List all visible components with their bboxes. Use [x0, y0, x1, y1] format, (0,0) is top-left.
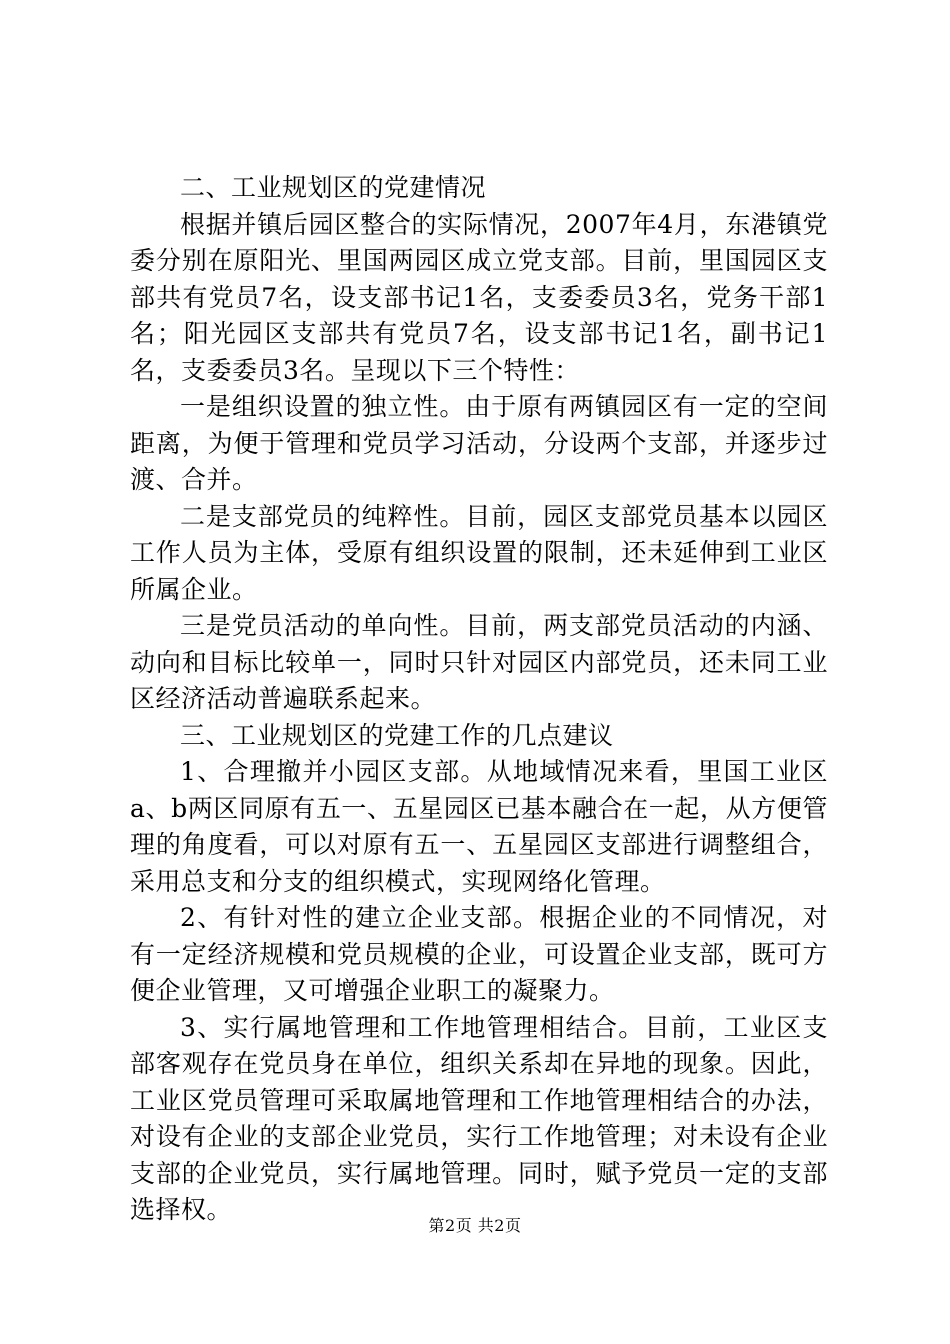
section-3-heading: 三、工业规划区的党建工作的几点建议: [180, 720, 614, 750]
document-body: [130, 170, 828, 1229]
page-number-footer: 第2页 共2页: [428, 1216, 522, 1235]
feature-3-paragraph: 三是党员活动的单向性。目前，两支部党员活动的内涵、动向和目标比较单一，同时只针对园区内部党员，还未同工业区经济活动普遍联系起来。: [130, 611, 828, 713]
feature-1-paragraph: 一是组织设置的独立性。由于原有两镇园区有一定的空间距离，为便于管理和党员学习活动，分设两个支部，并逐步过渡、合并。: [130, 392, 828, 494]
suggestion-3-paragraph: 3、实行属地管理和工作地管理相结合。目前，工业区支部客观存在党员身在单位，组织关系却在异地的现象。因此，工业区党员管理可采取属地管理和工作地管理相结合的办法，对设有企业的支部企业党员，实行工作地管理；对未设有企业支部的企业党员，实行属地管理。同时，赋予党员一定的支部选择权。: [130, 1012, 828, 1224]
suggestion-1-paragraph: 1、合理撤并小园区支部。从地域情况来看，里国工业区a、b两区同原有五一、五星园区已基本融合在一起，从方便管理的角度看，可以对原有五一、五星园区支部进行调整组合，采用总支和分支的组织模式，实现网络化管理。: [130, 757, 828, 896]
suggestion-2-paragraph: 2、有针对性的建立企业支部。根据企业的不同情况，对有一定经济规模和党员规模的企业，可设置企业支部，既可方便企业管理，又可增强企业职工的凝聚力。: [130, 903, 828, 1005]
section-2-heading: 二、工业规划区的党建情况: [180, 173, 487, 202]
feature-2-paragraph: 二是支部党员的纯粹性。目前，园区支部党员基本以园区工作人员为主体，受原有组织设置的限制，还未延伸到工业区所属企业。: [130, 501, 828, 604]
section-2-intro-paragraph: 根据并镇后园区整合的实际情况，2007年4月，东港镇党委分别在原阳光、里国两园区成立党支部。目前，里国园区支部共有党员7名，设支部书记1名，支委委员3名，党务干部1名；阳光园区支部共有党员7名，设支部书记1名，副书记1名，支委委员3名。呈现以下三个特性：: [130, 209, 828, 385]
